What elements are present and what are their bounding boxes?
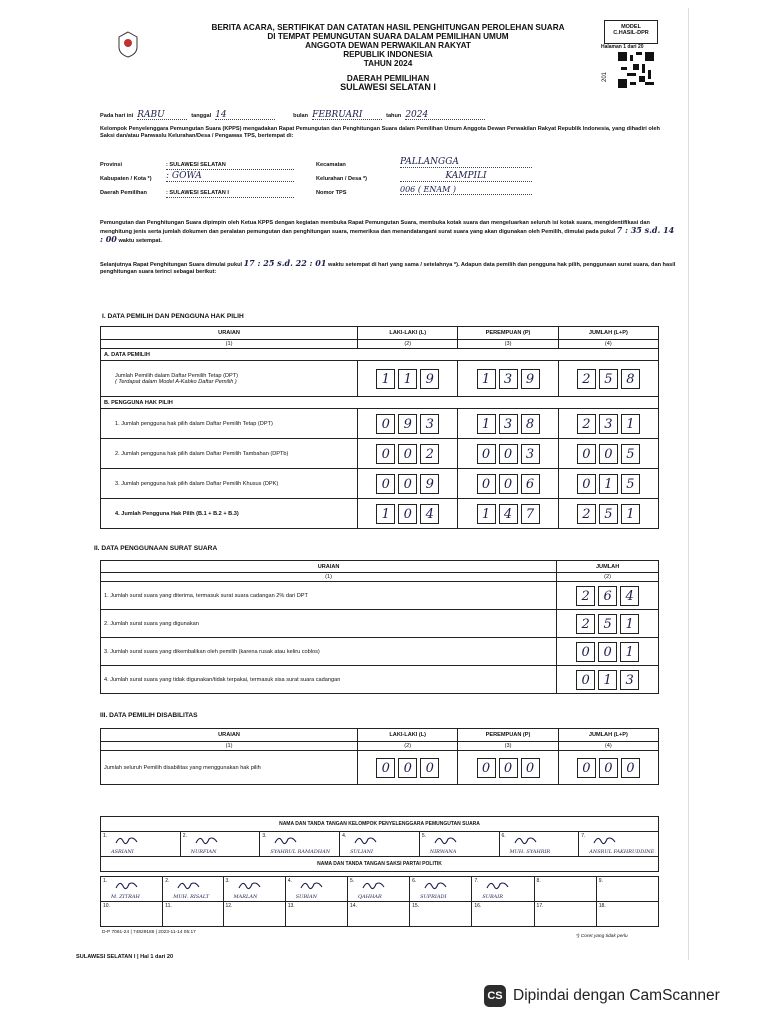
signature-cell — [223, 877, 285, 902]
month-value: FEBRUARI — [312, 112, 382, 120]
s1-a-row-text: Jumlah Pemilih dalam Daftar Pemilih Tetap (DPT) — [115, 372, 239, 379]
signature-name: SUBAIR — [482, 894, 504, 900]
signature-number: 7. — [581, 833, 586, 839]
digit-box[interactable]: 2 — [577, 369, 596, 389]
digit-box[interactable]: 0 — [621, 758, 640, 778]
signature-name: ANSRUL FAKHRUDDINE — [589, 849, 655, 855]
title-line-3: ANGGOTA DEWAN PERWAKILAN RAKYAT — [305, 41, 471, 50]
section1-title: I. DATA PEMILIH DAN PENGGUNA HAK PILIH — [102, 313, 244, 320]
s1-num-3: (3) — [458, 340, 558, 349]
footer-page-info: SULAWESI SELATAN I | Hal 1 dari 20 — [76, 954, 174, 960]
tps-label: Nomor TPS — [316, 190, 347, 196]
digit-box[interactable]: 9 — [420, 369, 439, 389]
s1-num-4: (4) — [558, 340, 658, 349]
intro-line — [100, 112, 680, 120]
s1-num-2: (2) — [358, 340, 458, 349]
signature-name: SYAHRUL RAMADHAN — [270, 849, 331, 855]
digit-box[interactable]: 0 — [398, 758, 417, 778]
signature-name: QAHHAR — [357, 894, 382, 900]
signature-scribble-icon — [514, 834, 538, 846]
daerah-value: SULAWESI SELATAN I — [340, 82, 436, 92]
digit-box[interactable]: 3 — [620, 670, 639, 690]
signature-name: SUBIAN — [295, 894, 318, 900]
kabupaten-value: : GOWA — [166, 171, 294, 182]
digit-box[interactable]: 1 — [620, 642, 639, 662]
digit-box[interactable]: 0 — [577, 474, 596, 494]
s3-col-p: PEREMPUAN (P) — [458, 729, 558, 742]
signature-cell — [101, 902, 163, 927]
s3-col-uraian: URAIAN — [101, 729, 358, 742]
digit-box[interactable]: 9 — [420, 474, 439, 494]
title-line-1: BERITA ACARA, SERTIFIKAT DAN CATATAN HASIL PENGHITUNGAN PEROLEHAN SUARA — [211, 23, 565, 32]
s2-num-2: (2) — [557, 573, 659, 582]
signature-number: 4. — [342, 833, 347, 839]
p1-text: Pemungutan dan Penghitungan Suara dipimpin oleh Ketua KPPS dengan kegiatan membuka Rapat Pemungutan Suara, membuka kotak suara dan mengeluarkan seluruh isi kotak suara, mengidentifikasi dan menghitung jenis serta jumlah dokumen dan peralatan pemungutan dan penghitungan suara, memeriksa dan menandatangani surat suara yang akan digunakan oleh Pemilih, dimulai pada pukul — [100, 220, 650, 235]
digit-box[interactable]: 1 — [620, 614, 639, 634]
s3-num-4: (4) — [558, 742, 658, 751]
kpps-title: NAMA DAN TANDA TANGAN KELOMPOK PENYELENGGARA PEMUNGUTAN SUARA — [101, 817, 659, 832]
digit-box[interactable]: 0 — [598, 642, 617, 662]
signature-number: 5. — [349, 878, 355, 884]
signature-number: 14. — [349, 903, 357, 909]
digit-box[interactable]: 9 — [521, 369, 540, 389]
s2-num-1: (1) — [101, 573, 557, 582]
signature-number: 11. — [165, 903, 172, 909]
digit-box[interactable]: 5 — [621, 474, 640, 494]
camscanner-text: Dipindai dengan CamScanner — [513, 987, 720, 1004]
p2-time: 17 : 25 s.d. 22 : 01 — [243, 258, 327, 268]
digit-box[interactable]: 0 — [521, 758, 540, 778]
s1-b3-label: 3. Jumlah pengguna hak pilih dalam Daftar Pemilih Khusus (DPK) — [101, 469, 358, 499]
digit-box[interactable]: 3 — [499, 369, 518, 389]
date-label: tanggal — [191, 113, 212, 119]
digit-box[interactable]: 1 — [599, 474, 618, 494]
signature-cell — [163, 877, 223, 902]
s1-a-row-label — [101, 361, 358, 397]
digit-box[interactable]: 3 — [499, 414, 518, 434]
kecamatan-value: PALLANGGA — [400, 157, 532, 168]
body-paragraph-2 — [100, 260, 676, 276]
signature-cell — [285, 877, 347, 902]
section3-title: III. DATA PEMILIH DISABILITAS — [100, 712, 198, 719]
s1-a-row-sub: ( Terdapat dalam Model A-Kabko Daftar Pemilih ) — [115, 378, 237, 385]
s3-row-label: Jumlah seluruh Pemilih disabilitas yang menggunakan hak pilih — [101, 751, 358, 785]
signature-scribble-icon — [177, 879, 201, 891]
title-line-5: TAHUN 2024 — [363, 59, 413, 68]
s1-a-p-digits — [461, 369, 554, 389]
signature-name: ASRIANI — [111, 849, 134, 855]
s1-a-label: A. DATA PEMILIH — [101, 349, 659, 361]
digit-box[interactable]: 0 — [577, 444, 596, 464]
s3-num-3: (3) — [458, 742, 558, 751]
signature-scribble-icon — [300, 879, 324, 891]
signature-scribble-icon — [115, 879, 139, 891]
digit-box[interactable]: 7 — [521, 504, 540, 524]
title-line-2: DI TEMPAT PEMUNGUTAN SUARA DALAM PEMILIHAN UMUM — [267, 32, 509, 41]
digit-box[interactable]: 1 — [621, 414, 640, 434]
signature-number: 3. — [262, 833, 267, 839]
digit-box[interactable]: 1 — [477, 504, 496, 524]
section2-title: II. DATA PENGGUNAAN SURAT SUARA — [94, 545, 218, 552]
digit-box[interactable]: 0 — [599, 444, 618, 464]
digit-box[interactable]: 0 — [398, 504, 417, 524]
saksi-title: NAMA DAN TANDA TANGAN SAKSI PARTAI POLITIK — [101, 857, 659, 872]
s1-b1-label: 1. Jumlah pengguna hak pilih dalam Daftar Pemilih Tetap (DPT) — [101, 409, 358, 439]
digit-box[interactable]: 0 — [577, 758, 596, 778]
digit-box[interactable]: 2 — [420, 444, 439, 464]
camscanner-logo-icon: CS — [484, 985, 506, 1007]
digit-box[interactable]: 0 — [477, 474, 496, 494]
s2-col-uraian: URAIAN — [101, 561, 557, 573]
signature-number: 1. — [103, 833, 108, 839]
signature-number: 16. — [474, 903, 482, 909]
body-paragraph-1 — [100, 220, 676, 245]
section3-table — [100, 728, 659, 785]
digit-box[interactable]: 0 — [420, 758, 439, 778]
signature-cell — [101, 832, 181, 857]
signature-name: M. ZITRAH — [111, 894, 140, 900]
digit-box[interactable]: 2 — [576, 614, 595, 634]
signature-cell — [101, 877, 163, 902]
form-page — [76, 8, 688, 960]
month-label: bulan — [293, 113, 309, 119]
signature-number: 2. — [165, 878, 170, 884]
saksi-table — [100, 876, 659, 927]
digit-box[interactable]: 0 — [376, 414, 395, 434]
section2-table — [100, 560, 659, 694]
signature-cell — [596, 877, 658, 902]
kelurahan-label: Kelurahan / Desa *) — [316, 176, 367, 182]
provinsi-label: Provinsi — [100, 162, 123, 168]
s2-col-j: JUMLAH — [557, 561, 659, 573]
intro-paragraph: Kelompok Penyelenggara Pemungutan Suara (KPPS) mengadakan Rapat Pemungutan dan Penghitungan Suara dalam Pemilihan Umum Anggota Dewan Perwakilan Rakyat Republik Indonesia, yang dihadiri oleh Saksi dan/atau Panwaslu Kelurahan/Desa / Pengawas TPS, bertempat di: — [100, 126, 660, 139]
signature-cell — [410, 902, 472, 927]
s1-b-label: B. PENGGUNA HAK PILIH — [101, 397, 659, 409]
digit-box[interactable]: 6 — [521, 474, 540, 494]
digit-box[interactable]: 2 — [576, 586, 595, 606]
signature-table — [100, 816, 659, 872]
digit-box[interactable]: 5 — [621, 444, 640, 464]
signature-name: MUH. RISALT — [173, 894, 210, 900]
section1-table — [100, 326, 659, 529]
signature-cell — [340, 832, 420, 857]
digit-box[interactable]: 1 — [376, 504, 395, 524]
s1-b2-label: 2. Jumlah pengguna hak pilih dalam Daftar Pemilih Tambahan (DPTb) — [101, 439, 358, 469]
signature-cell — [260, 832, 340, 857]
signature-cell — [534, 877, 596, 902]
signature-scribble-icon — [486, 879, 510, 891]
s2-row4-label: 4. Jumlah surat suara yang tidak digunakan/tidak terpakai, termasuk sisa surat suara cadangan — [101, 666, 557, 694]
signature-cell — [534, 902, 596, 927]
dapil-value: : SULAWESI SELATAN I — [166, 190, 294, 198]
provinsi-value: : SULAWESI SELATAN — [166, 162, 294, 170]
signature-name: MUH. SYAHRIR — [509, 849, 551, 855]
year-value: 2024 — [405, 112, 485, 120]
digit-box[interactable]: 5 — [598, 614, 617, 634]
digit-box[interactable]: 0 — [499, 444, 518, 464]
signature-number: 5. — [421, 833, 426, 839]
kabupaten-label: Kabupaten / Kota *) — [100, 176, 152, 182]
signature-name: NIRWANA — [429, 849, 457, 855]
signature-number: 12. — [225, 903, 233, 909]
digit-box[interactable]: 3 — [599, 414, 618, 434]
digit-box[interactable]: 5 — [599, 504, 618, 524]
s1-a-j-digits — [562, 369, 655, 389]
signature-cell — [410, 877, 472, 902]
digit-box[interactable]: 6 — [598, 586, 617, 606]
digit-box[interactable]: 2 — [577, 504, 596, 524]
date-value: 14 — [215, 112, 275, 120]
signature-cell — [163, 902, 223, 927]
daerah-label: DAERAH PEMILIHAN — [346, 74, 430, 83]
s1-col-uraian: URAIAN — [101, 327, 358, 340]
signature-name: MARLAN — [233, 894, 258, 900]
digit-box[interactable]: 8 — [521, 414, 540, 434]
signature-number: 9. — [598, 878, 603, 884]
signature-number: 10. — [103, 903, 110, 909]
digit-box[interactable]: 0 — [376, 474, 395, 494]
p2-text: Selanjutnya Rapat Penghitungan Suara dimulai pukul — [100, 262, 243, 268]
digit-box[interactable]: 1 — [477, 414, 496, 434]
s2-row2-label: 2. Jumlah surat suara yang digunakan — [101, 610, 557, 638]
signature-scribble-icon — [362, 879, 386, 891]
digit-box[interactable]: 0 — [477, 444, 496, 464]
s1-col-l: LAKI-LAKI (L) — [358, 327, 458, 340]
signature-scribble-icon — [593, 834, 617, 846]
digit-box[interactable]: 1 — [598, 670, 617, 690]
signature-number: 1. — [103, 878, 108, 884]
p2-end: waktu setempat di hari yang sama / setelahnya *). Adapun data pemilih dan pengguna hak pilih, penggunaan surat suara, dan hasil penghitungan suara terinci sebagai berikut: — [100, 262, 676, 275]
signature-cell — [180, 832, 260, 857]
signature-name: NURFIAN — [190, 849, 217, 855]
signature-number: 3. — [225, 878, 230, 884]
signature-cell — [347, 877, 409, 902]
digit-box[interactable]: 1 — [477, 369, 496, 389]
s3-col-l: LAKI-LAKI (L) — [358, 729, 458, 742]
signature-cell — [419, 832, 499, 857]
signature-number: 7. — [474, 878, 479, 884]
signature-number: 6. — [501, 833, 506, 839]
signature-cell — [472, 902, 534, 927]
day-label: Pada hari ini — [100, 113, 134, 119]
title-line-4: REPUBLIK INDONESIA — [343, 50, 433, 59]
s2-row1-label: 1. Jumlah surat suara yang diterima, termasuk surat suara cadangan 2% dari DPT — [101, 582, 557, 610]
signature-number: 6. — [412, 878, 417, 884]
footer-code: D-P 7061-24 | 74829186 | 2023-11-14 05:17 — [102, 930, 196, 935]
signature-scribble-icon — [354, 834, 378, 846]
digit-box[interactable]: 0 — [499, 474, 518, 494]
digit-box[interactable]: 0 — [477, 758, 496, 778]
signature-name: SUPRIADI — [420, 894, 447, 900]
s1-col-p: PEREMPUAN (P) — [458, 327, 558, 340]
signature-scribble-icon — [115, 834, 139, 846]
digit-box[interactable]: 0 — [599, 758, 618, 778]
signature-number: 13. — [287, 903, 295, 909]
signature-scribble-icon — [274, 834, 298, 846]
signature-number: 2. — [182, 833, 187, 839]
s3-num-2: (2) — [358, 742, 458, 751]
s2-row3-label: 3. Jumlah surat suara yang dikembalikan oleh pemilih (karena rusak atau keliru coblos) — [101, 638, 557, 666]
s1-num-1: (1) — [101, 340, 358, 349]
side-code: 201 — [602, 71, 609, 83]
signature-number: 8. — [536, 878, 541, 884]
signature-scribble-icon — [434, 834, 458, 846]
signature-cell — [596, 902, 658, 927]
digit-box[interactable]: 5 — [599, 369, 618, 389]
footer-note: *) Coret yang tidak perlu — [576, 934, 628, 939]
p1-end: waktu setempat. — [118, 238, 162, 244]
page-label: Halaman 1 dari 20 — [601, 44, 644, 50]
camscanner-watermark — [484, 985, 720, 1007]
dapil-label: Daerah Pemilihan — [100, 190, 147, 196]
digit-box[interactable]: 0 — [398, 444, 417, 464]
signature-scribble-icon — [195, 834, 219, 846]
kelurahan-value: KAMPILI — [400, 171, 532, 182]
model-label: MODEL — [621, 24, 641, 30]
digit-box[interactable]: 0 — [576, 642, 595, 662]
digit-box[interactable]: 4 — [499, 504, 518, 524]
digit-box[interactable]: 0 — [376, 758, 395, 778]
digit-box[interactable]: 4 — [420, 504, 439, 524]
signature-number: 17. — [536, 903, 544, 909]
digit-box[interactable]: 1 — [398, 369, 417, 389]
digit-box[interactable]: 1 — [621, 504, 640, 524]
tps-value: 006 ( ENAM ) — [400, 185, 532, 195]
digit-box[interactable]: 9 — [398, 414, 417, 434]
kecamatan-label: Kecamatan — [316, 162, 346, 168]
day-value: RABU — [137, 112, 187, 120]
signature-scribble-icon — [238, 879, 262, 891]
p1-time: 7 : 35 s.d. 14 : 00 — [100, 225, 675, 244]
model-code: C.HASIL-DPR — [613, 30, 649, 36]
signature-number: 15. — [412, 903, 420, 909]
digit-box[interactable]: 1 — [376, 369, 395, 389]
s1-a-l-digits — [361, 369, 454, 389]
signature-cell — [285, 902, 347, 927]
signature-scribble-icon — [424, 879, 448, 891]
digit-box[interactable]: 3 — [420, 414, 439, 434]
signature-cell — [499, 832, 579, 857]
signature-cell — [347, 902, 409, 927]
signature-cell — [223, 902, 285, 927]
year-label: tahun — [386, 113, 402, 119]
signature-name: SULIANI — [350, 849, 374, 855]
s1-b4-label: 4. Jumlah Pengguna Hak Pilih (B.1 + B.2 + B.3) — [101, 499, 358, 529]
s3-num-1: (1) — [101, 742, 358, 751]
digit-box[interactable]: 0 — [398, 474, 417, 494]
digit-box[interactable]: 2 — [577, 414, 596, 434]
digit-box[interactable]: 0 — [376, 444, 395, 464]
digit-box[interactable]: 4 — [620, 586, 639, 606]
signature-cell — [579, 832, 659, 857]
s1-col-j: JUMLAH (L+P) — [558, 327, 658, 340]
digit-box[interactable]: 0 — [499, 758, 518, 778]
signature-cell — [472, 877, 534, 902]
signature-number: 4. — [287, 878, 292, 884]
signature-number: 18. — [598, 903, 606, 909]
s3-col-j: JUMLAH (L+P) — [558, 729, 658, 742]
digit-box[interactable]: 0 — [576, 670, 595, 690]
digit-box[interactable]: 8 — [621, 369, 640, 389]
digit-box[interactable]: 3 — [521, 444, 540, 464]
